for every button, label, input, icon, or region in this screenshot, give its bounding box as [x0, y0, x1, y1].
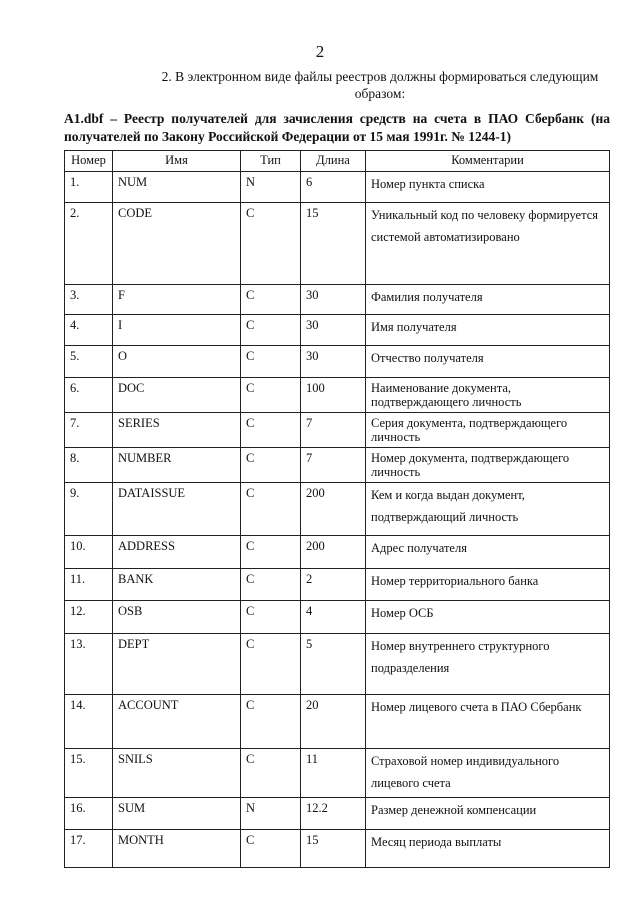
cell-comment: Номер документа, подтверждающего личность	[366, 448, 610, 483]
cell-comment: Номер пункта списка	[366, 172, 610, 203]
cell-comment: Месяц периода выплаты	[366, 830, 610, 868]
cell-comment: Страховой номер индивидуального лицевого счета	[366, 749, 610, 798]
table-row	[65, 601, 610, 634]
header-comments: Комментарии	[366, 151, 610, 172]
cell-number: 14.	[65, 695, 113, 749]
header-length: Длина	[301, 151, 366, 172]
cell-length: 200	[301, 536, 366, 569]
header-type: Тип	[241, 151, 301, 172]
cell-number: 11.	[65, 569, 113, 601]
cell-number: 4.	[65, 315, 113, 346]
cell-number: 1.	[65, 172, 113, 203]
cell-name: NUM	[113, 172, 241, 203]
cell-name: DEPT	[113, 634, 241, 695]
table-row	[65, 172, 610, 203]
table-row	[65, 346, 610, 378]
table-row	[65, 448, 610, 483]
cell-number: 8.	[65, 448, 113, 483]
cell-comment: Адрес получателя	[366, 536, 610, 569]
cell-number: 5.	[65, 346, 113, 378]
cell-length: 7	[301, 413, 366, 448]
cell-comment: Номер лицевого счета в ПАО Сбербанк	[366, 695, 610, 749]
cell-comment: Имя получателя	[366, 315, 610, 346]
cell-name: MONTH	[113, 830, 241, 868]
cell-name: BANK	[113, 569, 241, 601]
cell-comment: Серия документа, подтверждающего личность	[366, 413, 610, 448]
cell-name: SNILS	[113, 749, 241, 798]
table-row	[65, 413, 610, 448]
cell-type: N	[241, 798, 301, 830]
intro-paragraph: 2. В электронном виде файлы реестров должны формироваться следующим образом:	[161, 69, 599, 101]
cell-name: SERIES	[113, 413, 241, 448]
cell-number: 16.	[65, 798, 113, 830]
table-row	[65, 536, 610, 569]
cell-comment: Кем и когда выдан документ, подтверждающий личность	[366, 483, 610, 536]
cell-type: C	[241, 536, 301, 569]
table-row	[65, 315, 610, 346]
cell-length: 100	[301, 378, 366, 413]
cell-name: DATAISSUE	[113, 483, 241, 536]
cell-name: DOC	[113, 378, 241, 413]
cell-type: N	[241, 172, 301, 203]
cell-name: SUM	[113, 798, 241, 830]
table-row	[65, 203, 610, 285]
cell-comment: Фамилия получателя	[366, 285, 610, 315]
cell-type: C	[241, 483, 301, 536]
table-row	[65, 378, 610, 413]
cell-type: C	[241, 749, 301, 798]
table-row	[65, 569, 610, 601]
cell-type: C	[241, 448, 301, 483]
cell-length: 30	[301, 346, 366, 378]
cell-type: C	[241, 601, 301, 634]
cell-length: 30	[301, 285, 366, 315]
cell-comment: Уникальный код по человеку формируется системой автоматизировано	[366, 203, 610, 285]
cell-number: 7.	[65, 413, 113, 448]
cell-type: C	[241, 830, 301, 868]
cell-number: 17.	[65, 830, 113, 868]
table-row	[65, 483, 610, 536]
cell-comment: Номер ОСБ	[366, 601, 610, 634]
cell-name: O	[113, 346, 241, 378]
cell-number: 3.	[65, 285, 113, 315]
cell-type: C	[241, 203, 301, 285]
cell-number: 10.	[65, 536, 113, 569]
cell-length: 200	[301, 483, 366, 536]
cell-name: NUMBER	[113, 448, 241, 483]
header-name: Имя	[113, 151, 241, 172]
cell-type: C	[241, 695, 301, 749]
page-number: 2	[315, 42, 325, 61]
cell-length: 2	[301, 569, 366, 601]
table-row	[65, 749, 610, 798]
cell-comment: Отчество получателя	[366, 346, 610, 378]
fields-table	[64, 150, 610, 868]
cell-length: 11	[301, 749, 366, 798]
cell-type: C	[241, 378, 301, 413]
table-title: A1.dbf – Реестр получателей для зачисления средств на счета в ПАО Сбербанк (на получателей по Закону Российской Федерации от 15 мая 1991г. № 1244-1)	[64, 111, 610, 144]
cell-type: C	[241, 346, 301, 378]
cell-comment: Номер территориального банка	[366, 569, 610, 601]
cell-number: 9.	[65, 483, 113, 536]
cell-length: 15	[301, 203, 366, 285]
cell-length: 5	[301, 634, 366, 695]
header-number: Номер	[65, 151, 113, 172]
cell-number: 6.	[65, 378, 113, 413]
cell-number: 13.	[65, 634, 113, 695]
cell-type: C	[241, 634, 301, 695]
cell-length: 15	[301, 830, 366, 868]
cell-number: 15.	[65, 749, 113, 798]
cell-name: F	[113, 285, 241, 315]
table-row	[65, 285, 610, 315]
cell-comment: Номер внутреннего структурного подразделения	[366, 634, 610, 695]
cell-length: 6	[301, 172, 366, 203]
cell-comment: Размер денежной компенсации	[366, 798, 610, 830]
cell-length: 4	[301, 601, 366, 634]
table-row	[65, 695, 610, 749]
table-row	[65, 830, 610, 868]
table-row	[65, 798, 610, 830]
cell-number: 12.	[65, 601, 113, 634]
cell-length: 30	[301, 315, 366, 346]
cell-name: CODE	[113, 203, 241, 285]
cell-name: I	[113, 315, 241, 346]
table-header-row	[65, 151, 610, 172]
table-row	[65, 634, 610, 695]
cell-type: C	[241, 285, 301, 315]
cell-type: C	[241, 413, 301, 448]
cell-length: 20	[301, 695, 366, 749]
cell-number: 2.	[65, 203, 113, 285]
cell-name: ACCOUNT	[113, 695, 241, 749]
cell-name: ADDRESS	[113, 536, 241, 569]
cell-type: C	[241, 315, 301, 346]
cell-length: 7	[301, 448, 366, 483]
cell-type: C	[241, 569, 301, 601]
cell-name: OSB	[113, 601, 241, 634]
cell-length: 12.2	[301, 798, 366, 830]
cell-comment: Наименование документа, подтверждающего личность	[366, 378, 610, 413]
